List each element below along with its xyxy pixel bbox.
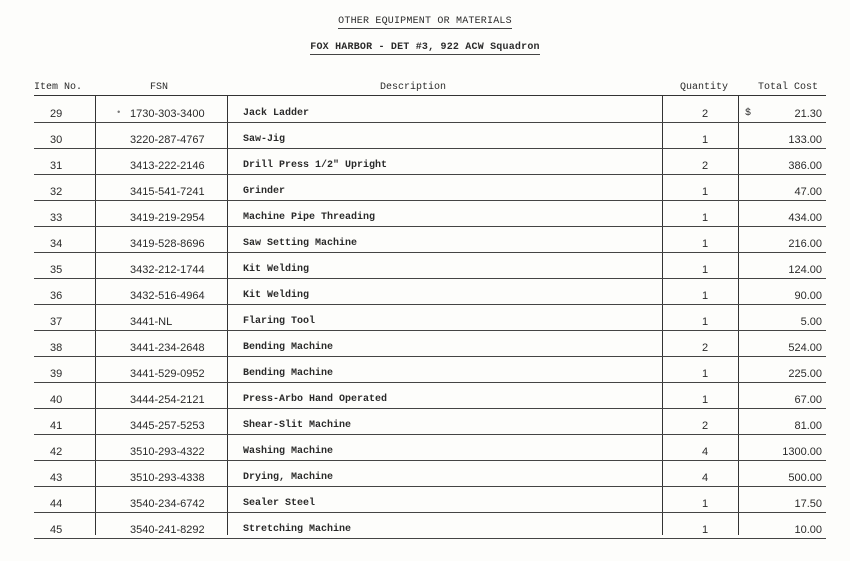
total-cost-cell: 47.00 [794,186,822,198]
item-number: 39 [50,368,63,380]
total-cost-cell: 1300.00 [782,446,822,458]
total-cost-cell: 21.30 [794,108,822,120]
item-number: 38 [50,342,63,354]
fsn-cell: 1730-303-3400 [130,108,205,120]
description-cell: Drill Press 1/2" Upright [243,160,388,171]
table-row [0,201,850,227]
total-cost-cell: 17.50 [794,498,822,510]
fsn-cell: 3413-222-2146 [130,160,205,172]
quantity-cell: 2 [701,420,709,432]
description-cell: Press-Arbo Hand Operated [243,394,388,405]
description-cell: Sealer Steel [243,498,316,509]
quantity-cell: 4 [701,446,709,458]
item-number: 36 [50,290,63,302]
table-row [0,461,850,487]
fsn-cell: 3432-516-4964 [130,290,205,302]
header-fsn: FSN [150,82,169,93]
item-number: 34 [50,238,63,250]
total-cost-cell: 5.00 [800,316,822,328]
description-cell: Saw Setting Machine [243,238,358,249]
total-cost-cell: 124.00 [788,264,822,276]
total-cost-cell: 225.00 [788,368,822,380]
quantity-cell: 2 [701,108,709,120]
quantity-cell: 1 [701,524,709,536]
quantity-cell: 4 [701,472,709,484]
document-subtitle: FOX HARBOR - DET #3, 922 ACW Squadron [310,42,540,53]
description-cell: Washing Machine [243,446,334,457]
table-row [0,175,850,201]
quantity-cell: 2 [701,160,709,172]
fsn-cell: 3432-212-1744 [130,264,205,276]
item-number: 40 [50,394,63,406]
stray-mark: • [116,108,122,118]
quantity-cell: 1 [701,368,709,380]
total-cost-cell: 524.00 [788,342,822,354]
quantity-cell: 2 [701,342,709,354]
quantity-cell: 1 [701,316,709,328]
total-cost-cell: 500.00 [788,472,822,484]
table-row [0,279,850,305]
fsn-cell: 3441-529-0952 [130,368,205,380]
item-number: 33 [50,212,63,224]
fsn-cell: 3540-234-6742 [130,498,205,510]
quantity-cell: 1 [701,238,709,250]
item-number: 37 [50,316,63,328]
fsn-cell: 3441-NL [130,316,173,328]
total-cost-cell: 434.00 [788,212,822,224]
fsn-cell: 3510-293-4338 [130,472,205,484]
total-cost-cell: 81.00 [794,420,822,432]
fsn-cell: 3540-241-8292 [130,524,205,536]
table-row [0,97,850,123]
table-row [0,149,850,175]
total-cost-cell: 386.00 [788,160,822,172]
quantity-cell: 1 [701,394,709,406]
quantity-cell: 1 [701,134,709,146]
fsn-cell: 3510-293-4322 [130,446,205,458]
table-row [0,409,850,435]
description-cell: Machine Pipe Threading [243,212,376,223]
description-cell: Stretching Machine [243,524,352,535]
description-cell: Bending Machine [243,342,334,353]
description-cell: Drying, Machine [243,472,334,483]
description-cell: Grinder [243,186,286,197]
table-row [0,331,850,357]
fsn-cell: 3415-541-7241 [130,186,205,198]
table-row [0,513,850,539]
total-cost-cell: 10.00 [794,524,822,536]
currency-symbol: $ [745,108,752,119]
quantity-cell: 1 [701,212,709,224]
header-rule [34,95,826,96]
fsn-cell: 3444-254-2121 [130,394,205,406]
row-rule [34,538,826,539]
item-number: 31 [50,160,63,172]
header-item-no: Item No. [34,82,83,93]
fsn-cell: 3445-257-5253 [130,420,205,432]
quantity-cell: 1 [701,290,709,302]
table-row [0,435,850,461]
quantity-cell: 1 [701,186,709,198]
description-cell: Saw-Jig [243,134,286,145]
description-cell: Flaring Tool [243,316,316,327]
description-cell: Kit Welding [243,290,310,301]
header-total-cost: Total Cost [758,82,819,93]
description-cell: Shear-Slit Machine [243,420,352,431]
item-number: 45 [50,524,63,536]
table-row [0,253,850,279]
description-cell: Jack Ladder [243,108,310,119]
fsn-cell: 3441-234-2648 [130,342,205,354]
quantity-cell: 1 [701,264,709,276]
total-cost-cell: 216.00 [788,238,822,250]
item-number: 41 [50,420,63,432]
total-cost-cell: 67.00 [794,394,822,406]
table-row [0,305,850,331]
header-description: Description [380,82,447,93]
fsn-cell: 3419-528-8696 [130,238,205,250]
total-cost-cell: 90.00 [794,290,822,302]
document-title: OTHER EQUIPMENT OR MATERIALS [338,16,512,27]
item-number: 29 [50,108,63,120]
item-number: 44 [50,498,63,510]
table-row [0,357,850,383]
item-number: 42 [50,446,63,458]
table-row [0,487,850,513]
header-quantity: Quantity [680,82,729,93]
description-cell: Kit Welding [243,264,310,275]
fsn-cell: 3419-219-2954 [130,212,205,224]
item-number: 32 [50,186,63,198]
table-row [0,123,850,149]
total-cost-cell: 133.00 [788,134,822,146]
description-cell: Bending Machine [243,368,334,379]
item-number: 30 [50,134,63,146]
item-number: 35 [50,264,63,276]
table-row [0,383,850,409]
quantity-cell: 1 [701,498,709,510]
fsn-cell: 3220-287-4767 [130,134,205,146]
item-number: 43 [50,472,63,484]
table-row [0,227,850,253]
